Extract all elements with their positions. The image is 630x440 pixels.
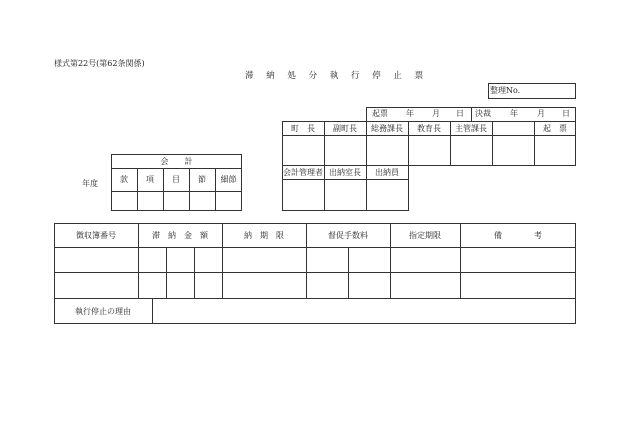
kihyo-day: 日 [456, 109, 464, 118]
seiri-no-label: 整理No. [490, 86, 521, 95]
header-payment-deadline: 納 期 限 [244, 230, 284, 240]
kaikei-col-moku: 目 [172, 175, 180, 184]
approver-drafter: 起 票 [543, 123, 567, 133]
form-number: 様式第22号(第62条関係) [54, 59, 145, 68]
approver-superintendent: 教育長 [417, 123, 441, 133]
reason-label: 執行停止の理由 [75, 306, 131, 316]
kessai-month: 月 [537, 109, 545, 118]
approver-deputy-mayor: 副町長 [333, 123, 357, 133]
kaikei-col-kou: 項 [146, 175, 154, 184]
kaikei-col-setsu: 節 [198, 175, 206, 184]
header-reminder-fee: 督促手数料 [328, 230, 368, 240]
approver-mayor: 町 長 [291, 123, 315, 133]
kessai-label: 決裁 [475, 109, 491, 118]
approver-section-chief: 主管課長 [455, 123, 487, 133]
approver-blank [492, 121, 534, 135]
kaikei-col-kan: 款 [120, 175, 128, 184]
header-remarks: 備 考 [494, 230, 542, 240]
kaikei-title: 会 計 [160, 156, 193, 166]
header-tax-ledger-number: 徴収簿番号 [76, 230, 116, 240]
kihyo-label: 起票 [372, 109, 388, 118]
header-arrears-amount: 滞 納 金 額 [152, 230, 208, 240]
nendo-label: 年度 [82, 179, 98, 188]
page-title: 滞 納 処 分 執 行 停 止 票 [245, 71, 429, 81]
kessai-day: 日 [562, 109, 570, 118]
approver-treasurer: 出納員 [375, 167, 399, 177]
kihyo-year: 年 [406, 109, 414, 118]
header-designated-deadline: 指定期限 [409, 230, 441, 240]
kaikei-col-saisetsu: 細節 [220, 175, 237, 184]
kihyo-month: 月 [432, 109, 440, 118]
approver-general-affairs-chief: 総務課長 [371, 123, 403, 133]
approver-accounting-manager: 会計管理者 [283, 167, 323, 177]
approver-treasury-chief: 出納室長 [329, 167, 361, 177]
kessai-year: 年 [510, 109, 518, 118]
